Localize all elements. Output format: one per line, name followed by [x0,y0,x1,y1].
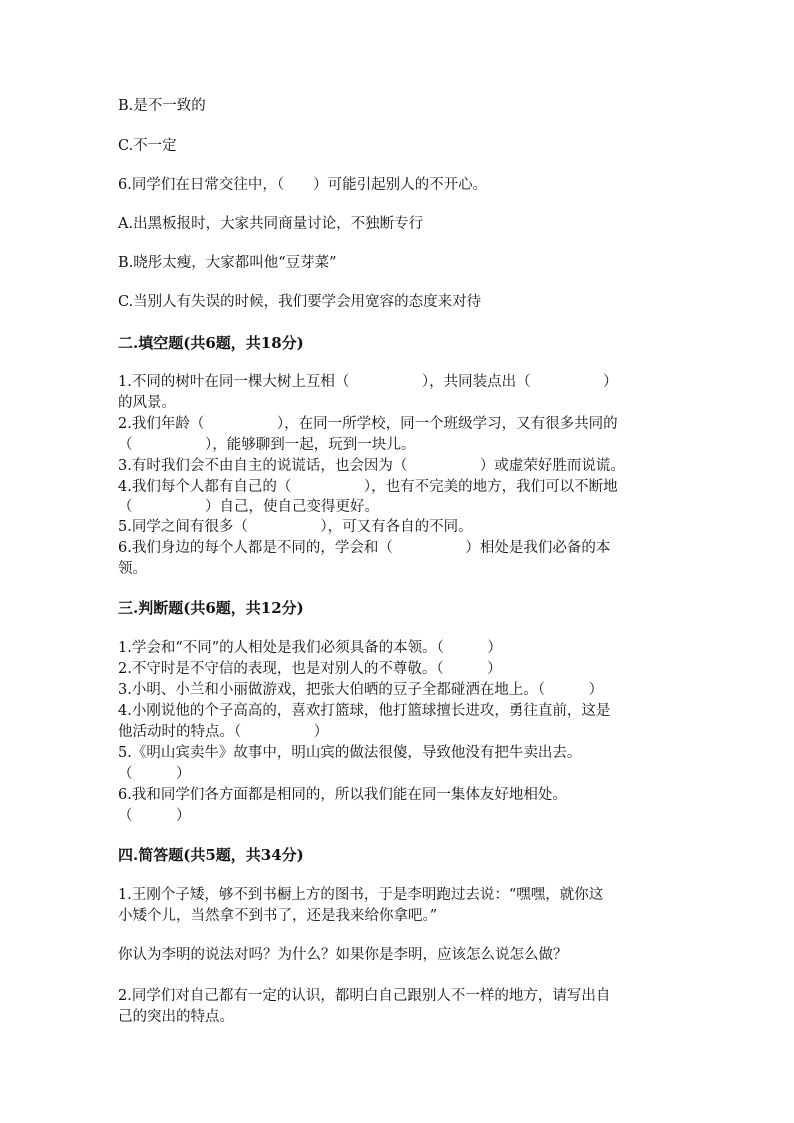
tf-line: 5.《明山宾卖牛》故事中，明山宾的做法很傻，导致他没有把牛卖出去。 [118,745,582,761]
tf-line: 1.学会和“不同”的人相处是我们必须具备的本领。（ ） [118,640,502,656]
fill-line: （ ），能够聊到一起，玩到一块儿。 [118,437,416,453]
short-answer-q2-line2: 己的突出的特点。 [118,1009,234,1025]
fill-line: 的风景。 [118,395,176,411]
section-true-false-heading: 三.判断题(共6题，共12分) [118,599,304,617]
fill-line: 2.我们年龄（ ），在同一所学校，同一个班级学习，又有很多共同的 [118,416,618,432]
fill-line: 5.同学之间有很多（ ），可又有各自的不同。 [118,519,473,535]
question-6-option-b: B.晓彤太瘦，大家都叫他“豆芽菜” [118,255,337,271]
question-6-option-a: A.出黑板报时，大家共同商量讨论，不独断专行 [118,216,424,232]
tf-line: 3.小明、小兰和小丽做游戏，把张大伯晒的豆子全都碰洒在地上。（ ） [118,682,604,698]
mc-option-c: C.不一定 [118,138,177,154]
section-fill-blank-heading: 二.填空题(共6题，共18分) [118,334,304,352]
tf-line: （ ） [118,808,191,824]
tf-line: 2.不守时是不守信的表现，也是对别人的不尊敬。（ ） [118,661,502,677]
question-6-option-c: C.当别人有失误的时候，我们要学会用宽容的态度来对待 [118,294,482,310]
tf-line: （ ） [118,766,191,782]
fill-line: 1.不同的树叶在同一棵大树上互相（ ），共同装点出（ ） [118,374,618,390]
section-short-answer-heading: 四.简答题(共5题，共34分) [118,846,304,864]
short-answer-q1-ask: 你认为李明的说法对吗？为什么？如果你是李明，应该怎么说怎么做？ [118,947,568,963]
tf-line: 4.小刚说他的个子高高的，喜欢打篮球，他打篮球擅长进攻，勇往直前，这是 [118,703,611,719]
fill-line: 4.我们每个人都有自己的（ ），也有不完美的地方，我们可以不断地 [118,479,618,495]
fill-line: 领。 [118,561,147,577]
short-answer-q1-line2: 小矮个儿，当然拿不到书了，还是我来给你拿吧。” [118,908,438,924]
fill-line: 6.我们身边的每个人都是不同的，学会和（ ）相处是我们必备的本 [118,540,611,556]
tf-line: 他活动时的特点。（ ） [118,724,329,740]
short-answer-q1-line1: 1.王刚个子矮，够不到书橱上方的图书，于是李明跑过去说：“嘿嘿，就你这 [118,887,604,903]
fill-line: （ ）自己，使自己变得更好。 [118,499,379,515]
short-answer-q2-line1: 2.同学们对自己都有一定的认识，都明白自己跟别人不一样的地方，请写出自 [118,988,611,1004]
mc-option-b: B.是不一致的 [118,98,206,114]
fill-line: 3.有时我们会不由自主的说谎话，也会因为（ ）或虚荣好胜而说谎。 [118,458,625,474]
question-6: 6.同学们在日常交往中，（ ）可能引起别人的不开心。 [118,177,488,193]
tf-line: 6.我和同学们各方面都是相同的，所以我们能在同一集体友好地相处。 [118,787,567,803]
